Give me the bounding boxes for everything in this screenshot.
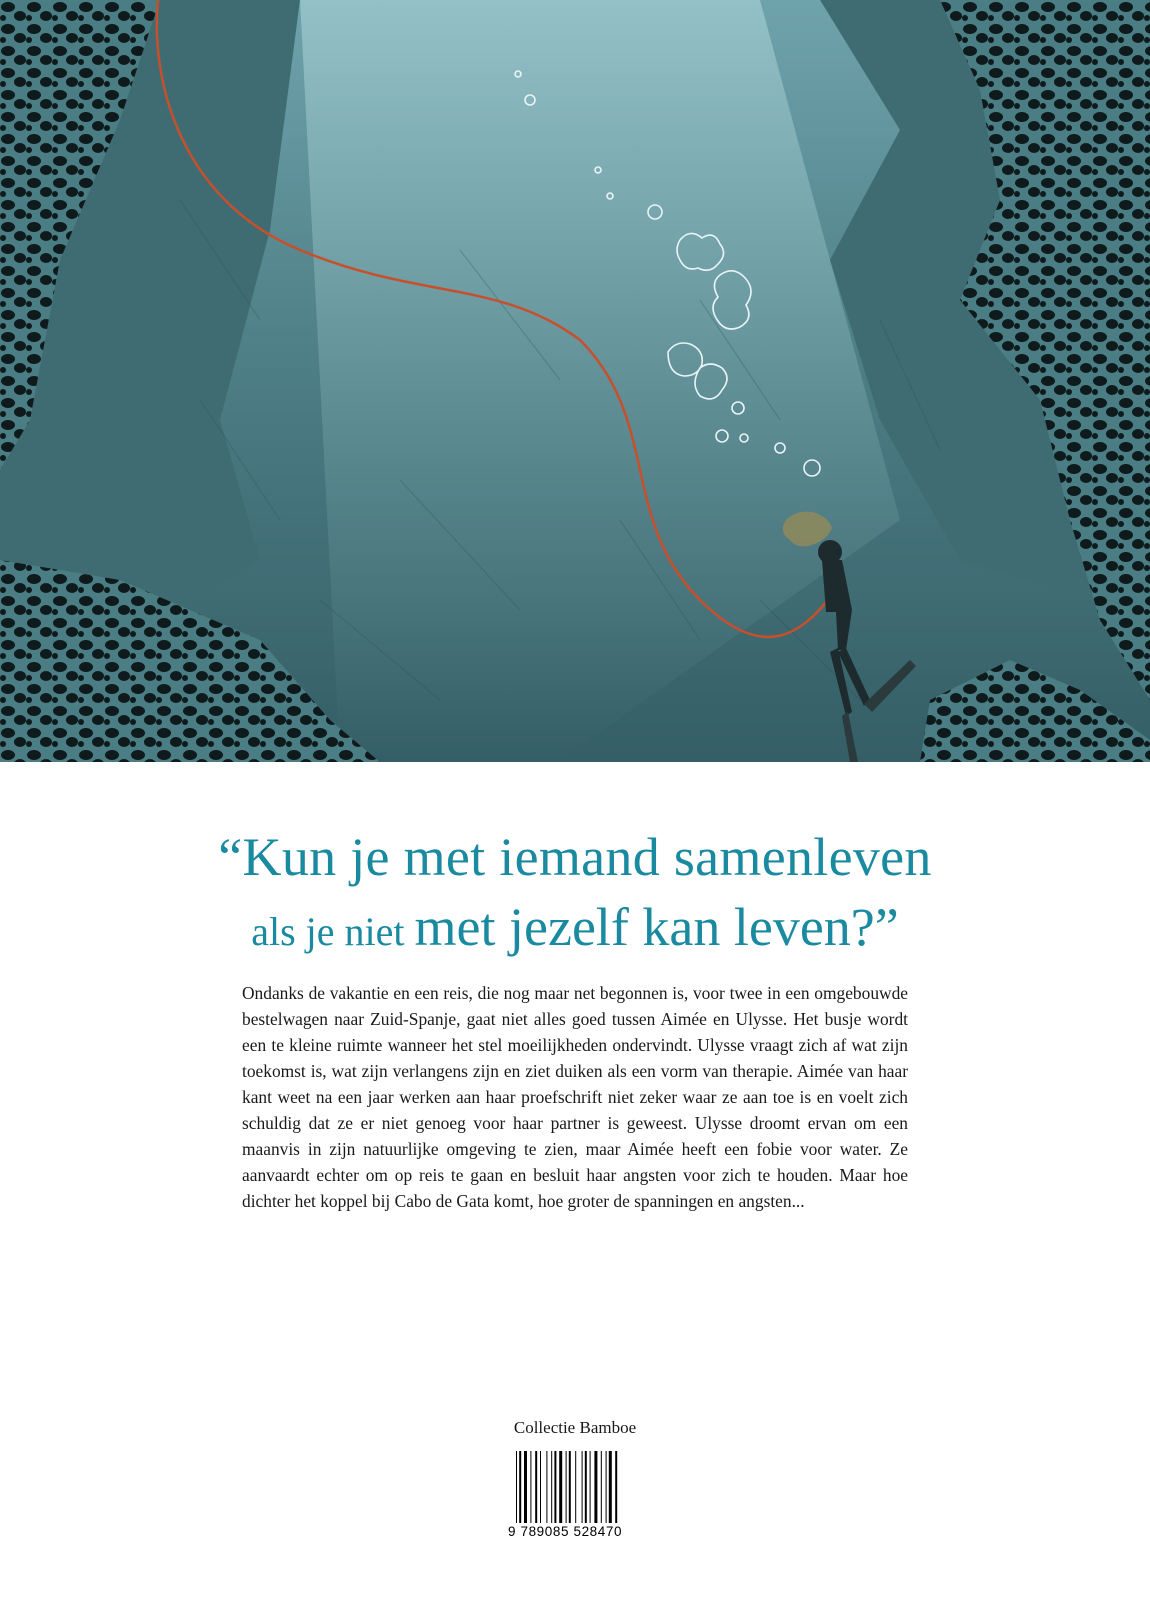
collection-label: Collectie Bamboe bbox=[513, 1418, 637, 1437]
quote-line-2-large: met jezelf kan leven?” bbox=[414, 897, 899, 957]
barcode-bars-icon bbox=[516, 1451, 650, 1523]
isbn-number: 9 789085 528470 bbox=[508, 1524, 623, 1539]
underwater-cave-diver-illustration bbox=[0, 0, 1150, 762]
quote-line-2-small: als je niet bbox=[251, 909, 415, 954]
quote-line-1: “Kun je met iemand samenleven bbox=[218, 827, 932, 887]
cover-illustration bbox=[0, 0, 1150, 762]
back-cover-blurb: Ondanks de vakantie en een reis, die nog maar net begonnen is, voor twee in een omgebouwde bestelwagen naar Zuid-Spanje, gaat niet alles goed tussen Aimée en Ulysse. Het busje wordt een te kleine ruimte wanneer het stel moeilijkheden ondervindt. Ulysse vraagt zich af wat zijn toekomst is, wat zijn verlangens zijn en ziet duiken als een vorm van therapie. Aimée van haar kant weet na een jaar werken aan haar proefschrift niet zeker waar ze aan toe is en voelt zich schuldig dat ze er niet genoeg voor haar partner is geweest. Ulysse droomt ervan om een maanvis in zijn natuurlijke omgeving te zien, maar Aimée heeft een fobie voor water. Ze aanvaardt echter om op reis te gaan en besluit haar angsten voor zich te houden. Maar hoe dichter het koppel bij Cabo de Gata komt, hoe groter de spanningen en angsten... bbox=[242, 983, 908, 1211]
isbn-barcode bbox=[508, 1451, 656, 1541]
quote-line-2 bbox=[0, 896, 1150, 958]
